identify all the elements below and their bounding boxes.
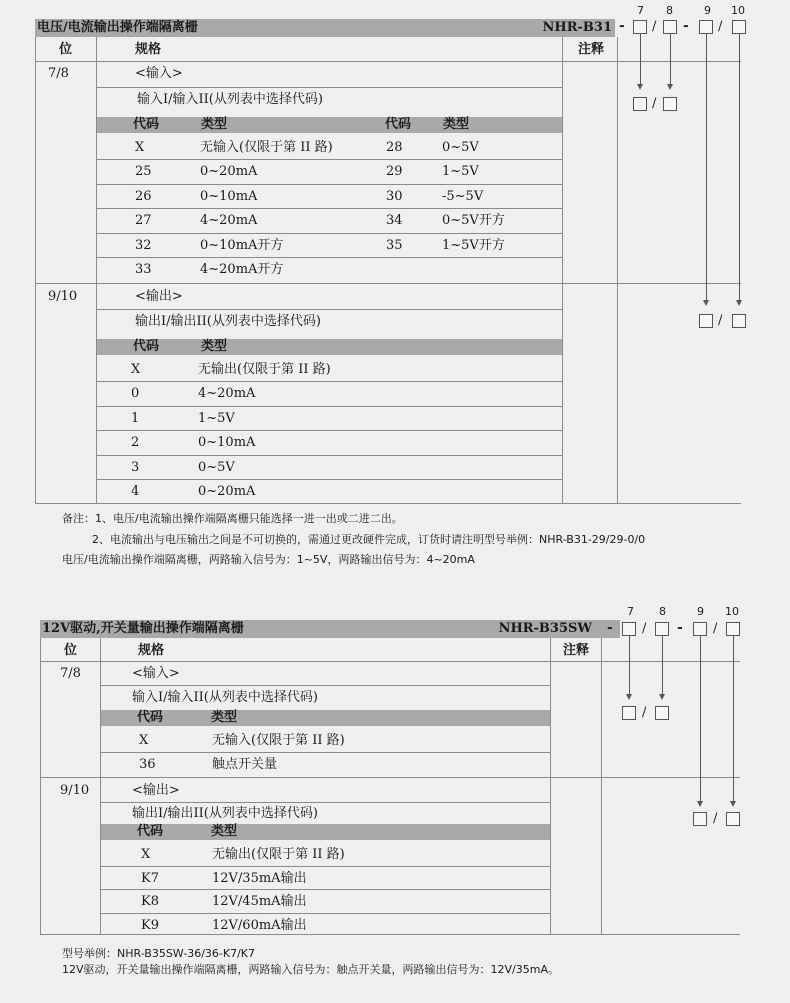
type-cell: 4~20mA bbox=[200, 213, 258, 228]
pos-output-2: 9/10 bbox=[60, 783, 90, 798]
section2-title-bar bbox=[40, 620, 620, 638]
input-result-box-2[interactable] bbox=[663, 97, 677, 111]
code-cell: K8 bbox=[141, 894, 159, 909]
output-result-box-1-s2[interactable] bbox=[693, 812, 707, 826]
input-label: <输入> bbox=[135, 66, 183, 81]
section2-model: NHR-B35SW bbox=[498, 621, 592, 636]
section1-note-3: 电压/电流输出操作端隔离栅，两路输入信号为：1~5V，两路输出信号为：4~20mA bbox=[62, 553, 475, 566]
input-result-box-1[interactable] bbox=[633, 97, 647, 111]
code-box-10-s2[interactable] bbox=[726, 622, 740, 636]
type-cell: 无输入(仅限于第 II 路) bbox=[212, 733, 345, 748]
code-cell: 3 bbox=[131, 460, 140, 475]
input-desc: 输入I/输入II(从列表中选择代码) bbox=[137, 92, 323, 107]
col-position-header-2: 位 bbox=[64, 643, 78, 658]
type-cell: 1~5V bbox=[198, 411, 235, 426]
code-box-10[interactable] bbox=[732, 20, 746, 34]
code-box-8[interactable] bbox=[663, 20, 677, 34]
type-cell: 无输出(仅限于第 II 路) bbox=[212, 847, 345, 862]
code-cell: X bbox=[135, 140, 145, 155]
code-cell: 25 bbox=[135, 164, 152, 179]
output-result-box-2[interactable] bbox=[732, 314, 746, 328]
type-cell: 12V/60mA输出 bbox=[212, 918, 307, 933]
type-cell: 0~20mA bbox=[198, 484, 256, 499]
code-cell: 2 bbox=[131, 435, 140, 450]
input-desc-2: 输入I/输入II(从列表中选择代码) bbox=[132, 690, 318, 705]
type-cell: 0~5V开方 bbox=[442, 213, 505, 228]
type-cell: 12V/45mA输出 bbox=[212, 894, 307, 909]
code-cell: K9 bbox=[141, 918, 159, 933]
type-cell: 0~10mA bbox=[198, 435, 256, 450]
col-spec-header: 规格 bbox=[135, 42, 162, 57]
code-cell: X bbox=[139, 733, 149, 748]
pos-output: 9/10 bbox=[48, 289, 78, 304]
type-cell: 无输入(仅限于第 II 路) bbox=[200, 140, 333, 155]
code-cell: 1 bbox=[131, 411, 140, 426]
pos-input-2: 7/8 bbox=[60, 666, 81, 681]
code-cell: 0 bbox=[131, 386, 140, 401]
code-cell: X bbox=[141, 847, 151, 862]
section2-note-2: 12V驱动，开关量输出操作端隔离栅，两路输入信号为：触点开关量，两路输出信号为：12V/35mA。 bbox=[62, 963, 559, 976]
type-cell: 0~20mA bbox=[200, 164, 258, 179]
code-cell: 32 bbox=[135, 238, 152, 253]
output-label: <输出> bbox=[135, 289, 183, 304]
output-code-header-2: 代码 类型 bbox=[101, 824, 550, 840]
output-label-2: <输出> bbox=[132, 783, 180, 798]
output-result-box-1[interactable] bbox=[699, 314, 713, 328]
section1-title: 电压/电流输出操作端隔离栅 bbox=[37, 20, 198, 35]
code-box-8-s2[interactable] bbox=[655, 622, 669, 636]
input-code-header: 代码 类型 代码 类型 bbox=[97, 117, 562, 133]
code-box-9[interactable] bbox=[699, 20, 713, 34]
code-cell: K7 bbox=[141, 871, 159, 886]
col-position-header: 位 bbox=[59, 42, 73, 57]
code-cell: 34 bbox=[386, 213, 403, 228]
code-cell: 33 bbox=[135, 262, 152, 277]
col-note-header-2: 注释 bbox=[563, 643, 590, 658]
input-result-box-1-s2[interactable] bbox=[622, 706, 636, 720]
type-cell: 0~5V bbox=[442, 140, 479, 155]
output-desc: 输出I/输出II(从列表中选择代码) bbox=[135, 314, 321, 329]
type-cell: 4~20mA bbox=[198, 386, 256, 401]
type-cell: 0~5V bbox=[198, 460, 235, 475]
code-box-9-s2[interactable] bbox=[693, 622, 707, 636]
code-cell: 4 bbox=[131, 484, 140, 499]
code-cell: 27 bbox=[135, 213, 152, 228]
type-cell: -5~5V bbox=[442, 189, 484, 204]
col-spec-header-2: 规格 bbox=[138, 643, 165, 658]
col-note-header: 注释 bbox=[578, 42, 605, 57]
code-cell: 35 bbox=[386, 238, 403, 253]
input-label-2: <输入> bbox=[132, 666, 180, 681]
code-cell: 30 bbox=[386, 189, 403, 204]
section2-note-1: 型号举例：NHR-B35SW-36/36-K7/K7 bbox=[62, 947, 255, 960]
type-cell: 触点开关量 bbox=[212, 757, 278, 772]
input-result-box-2-s2[interactable] bbox=[655, 706, 669, 720]
section2-title: 12V驱动,开关量输出操作端隔离栅 bbox=[42, 621, 244, 636]
code-cell: 29 bbox=[386, 164, 403, 179]
code-box-7-s2[interactable] bbox=[622, 622, 636, 636]
code-cell: 28 bbox=[386, 140, 403, 155]
output-code-header: 代码 类型 bbox=[97, 339, 562, 355]
code-cell: X bbox=[131, 362, 141, 377]
type-cell: 1~5V开方 bbox=[442, 238, 505, 253]
output-desc-2: 输出I/输出II(从列表中选择代码) bbox=[132, 806, 318, 821]
section1-note-2: 2、电流输出与电压输出之间是不可切换的，需通过更改硬件完成，订货时请注明型号举例：NHR-B31-29/29-0/0 bbox=[92, 533, 646, 546]
type-cell: 1~5V bbox=[442, 164, 479, 179]
output-result-box-2-s2[interactable] bbox=[726, 812, 740, 826]
type-cell: 12V/35mA输出 bbox=[212, 871, 307, 886]
section1-title-bar bbox=[35, 19, 615, 37]
code-box-7[interactable] bbox=[633, 20, 647, 34]
type-cell: 0~10mA bbox=[200, 189, 258, 204]
type-cell: 4~20mA开方 bbox=[200, 262, 284, 277]
section1-model: NHR-B31 bbox=[542, 20, 612, 35]
pos-input: 7/8 bbox=[48, 66, 69, 81]
input-code-header-2: 代码 类型 bbox=[101, 710, 550, 726]
section1-note-1: 备注：1、电压/电流输出操作端隔离栅只能选择一进一出或二进二出。 bbox=[62, 512, 403, 525]
code-cell: 36 bbox=[139, 757, 156, 772]
code-cell: 26 bbox=[135, 189, 152, 204]
type-cell: 0~10mA开方 bbox=[200, 238, 284, 253]
type-cell: 无输出(仅限于第 II 路) bbox=[198, 362, 331, 377]
